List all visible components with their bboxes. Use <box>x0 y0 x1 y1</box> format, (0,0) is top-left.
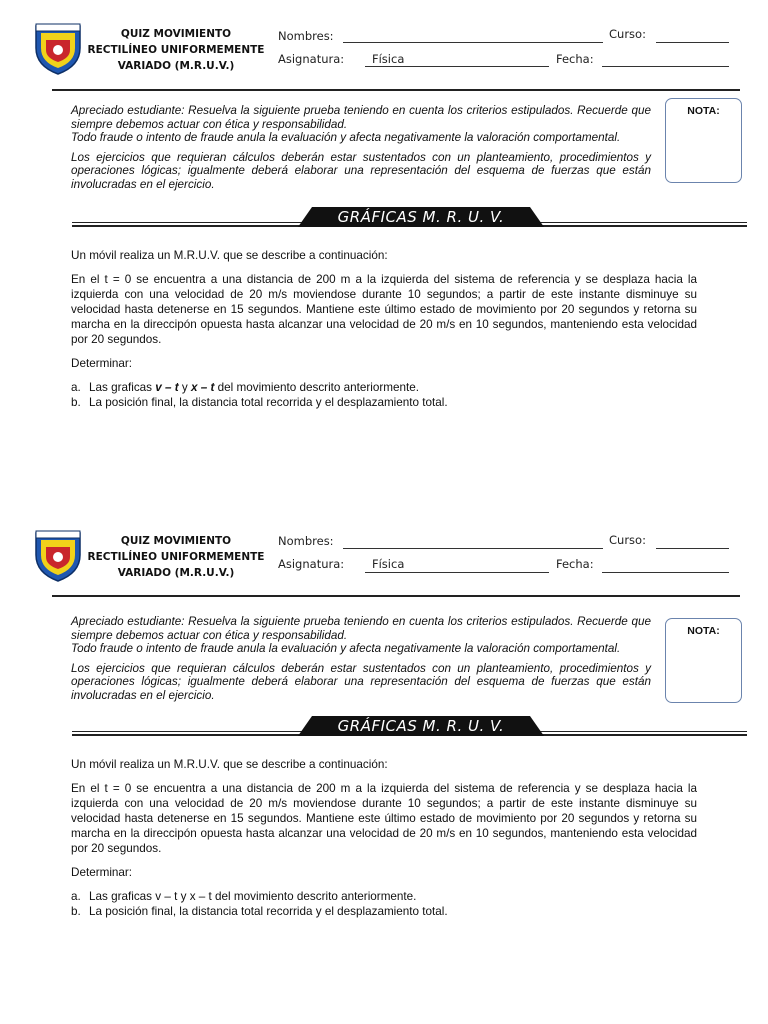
task-a <box>71 889 697 904</box>
determine-label: Determinar: <box>71 357 133 370</box>
problem-intro: Un móvil realiza un M.R.U.V. que se describe a continuación: <box>71 758 388 771</box>
instructions-paragraph-2: Los ejercicios que requieran cálculos deberán estar sustentados con un planteamiento, procedimientos y operaciones lógicas; igualmente deberá elaborar una representación del esquema de fuerzas que están involucradas en el ejercicio. <box>71 150 651 191</box>
fecha-field[interactable] <box>602 572 729 573</box>
instructions <box>71 615 651 709</box>
school-crest-logo <box>32 20 84 76</box>
instructions-paragraph-1: Apreciado estudiante: Resuelva la siguiente prueba teniendo en cuenta los criterios estipulados. Recuerde que siempre debemos actuar con ética y responsabilidad. <box>71 615 651 642</box>
header-divider <box>52 595 740 597</box>
determine-label: Determinar: <box>71 866 133 879</box>
instructions-fraud-note: Todo fraude o intento de fraude anula la evaluación y afecta negativamente la valoración comportamental. <box>71 131 621 145</box>
task-a-vt: v – t <box>155 381 179 394</box>
curso-field[interactable] <box>656 42 729 43</box>
fecha-field[interactable] <box>602 66 729 67</box>
task-a-xt: x – t <box>191 381 215 394</box>
curso-field[interactable] <box>656 548 729 549</box>
title-line-1: QUIZ MOVIMIENTO <box>120 28 232 40</box>
curso-label: Curso: <box>609 533 646 547</box>
task-b-text: La posición final, la distancia total recorrida y el desplazamiento total. <box>89 905 448 918</box>
instructions-paragraph-2: Los ejercicios que requieran cálculos deberán estar sustentados con un planteamiento, procedimientos y operaciones lógicas; igualmente deberá elaborar una representación del esquema de fuerzas que están involucradas en el ejercicio. <box>71 661 651 702</box>
curso-label: Curso: <box>609 27 646 41</box>
problem-statement <box>71 757 697 919</box>
title-line-3: VARIADO (M.R.U.V.) <box>117 567 235 579</box>
quiz-sheet-1 <box>0 0 768 500</box>
instructions-fraud-note: Todo fraude o intento de fraude anula la evaluación y afecta negativamente la valoración comportamental. <box>71 642 621 656</box>
task-a-text-pre: Las graficas <box>89 890 153 903</box>
section-banner <box>298 207 544 227</box>
section-banner <box>298 716 544 736</box>
nota-label: NOTA: <box>687 105 720 117</box>
instructions-paragraph-1: Apreciado estudiante: Resuelva la siguiente prueba teniendo en cuenta los criterios estipulados. Recuerde que siempre debemos actuar con ética y responsabilidad. <box>71 104 651 131</box>
task-list <box>71 889 697 919</box>
title-line-2: RECTILÍNEO UNIFORMEMENTE <box>87 551 265 563</box>
nombres-label: Nombres: <box>278 29 334 43</box>
task-a-vt: v – t <box>155 890 178 903</box>
task-b <box>71 395 697 410</box>
task-a-text-post: del movimiento descrito anteriormente. <box>217 381 420 394</box>
fecha-label: Fecha: <box>556 52 594 66</box>
nota-label: NOTA: <box>687 625 720 637</box>
task-list <box>71 380 697 410</box>
asignatura-field[interactable] <box>365 66 549 67</box>
section-banner-title: GRÁFICAS M. R. U. V. <box>337 208 505 226</box>
nombres-label: Nombres: <box>278 534 334 548</box>
task-a-y: y <box>181 381 188 394</box>
school-crest-logo <box>32 527 84 583</box>
asignatura-value: Física <box>372 52 405 66</box>
problem-description: En el t = 0 se encuentra a una distancia de 200 m a la izquierda del sistema de referencia y se desplaza hacia la izquierda con una velocidad de 20 m/s moviendose durante 10 segundos; a partir de este instante disminuye su velocidad hasta detenerse en 15 segundos. Mantiene este último estado de movimiento por 20 segundos y retorna su marcha en la direccipón opuesta hasta alcanzar una velocidad de 20 m/s en 10 segundos, manteniendo esta velocidad por 20 segundos. <box>71 273 697 346</box>
quiz-sheet-2 <box>0 507 768 1007</box>
nota-box <box>665 98 742 183</box>
title-line-3: VARIADO (M.R.U.V.) <box>117 60 235 72</box>
task-b-marker: b. <box>71 396 81 409</box>
nombres-field[interactable] <box>343 548 603 549</box>
task-a-y: y <box>180 890 187 903</box>
problem-statement <box>71 248 697 410</box>
task-b-marker: b. <box>71 905 81 918</box>
task-a <box>71 380 697 395</box>
nombres-field[interactable] <box>343 42 603 43</box>
task-a-text-post: del movimiento descrito anteriormente. <box>215 890 417 903</box>
instructions <box>71 104 651 198</box>
quiz-title <box>86 26 266 74</box>
task-a-marker: a. <box>71 381 81 394</box>
task-a-marker: a. <box>71 890 81 903</box>
title-line-1: QUIZ MOVIMIENTO <box>120 535 232 547</box>
problem-intro: Un móvil realiza un M.R.U.V. que se describe a continuación: <box>71 249 388 262</box>
task-b-text: La posición final, la distancia total recorrida y el desplazamiento total. <box>89 396 448 409</box>
task-b <box>71 904 697 919</box>
asignatura-value: Física <box>372 557 405 571</box>
asignatura-label: Asignatura: <box>278 52 345 66</box>
title-line-2: RECTILÍNEO UNIFORMEMENTE <box>87 44 265 56</box>
fecha-label: Fecha: <box>556 557 594 571</box>
task-a-xt: x – t <box>189 890 212 903</box>
section-banner-title: GRÁFICAS M. R. U. V. <box>337 717 505 735</box>
asignatura-field[interactable] <box>365 572 549 573</box>
asignatura-label: Asignatura: <box>278 557 345 571</box>
problem-description: En el t = 0 se encuentra a una distancia de 200 m a la izquierda del sistema de referencia y se desplaza hacia la izquierda con una velocidad de 20 m/s moviendose durante 10 segundos; a partir de este instante disminuye su velocidad hasta detenerse en 15 segundos. Mantiene este último estado de movimiento por 20 segundos y retorna su marcha en la direccipón opuesta hasta alcanzar una velocidad de 20 m/s en 10 segundos, manteniendo esta velocidad por 20 segundos. <box>71 782 697 855</box>
header-divider <box>52 89 740 91</box>
quiz-title <box>86 533 266 581</box>
nota-box <box>665 618 742 703</box>
task-a-text-pre: Las graficas <box>89 381 153 394</box>
